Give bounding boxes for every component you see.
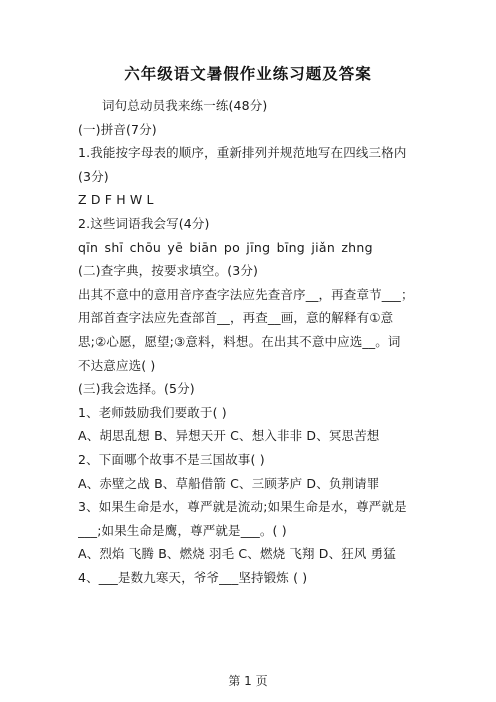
dictionary-text-1: 出其不意中的意用音序查字法应先查音序__，再查章节___； bbox=[78, 286, 414, 302]
choice-question-3-cont: ___;如果生命是鹰，尊严就是___。( ) bbox=[78, 522, 287, 538]
pinyin-words: qīn shī chōu yē biān po jīng bīng jiǎn zhng bbox=[78, 239, 373, 255]
document-body bbox=[78, 94, 428, 589]
dictionary-text-4: 不达意应选( ) bbox=[78, 357, 156, 373]
subsection-choice: (三)我会选择。(5分) bbox=[78, 381, 195, 397]
dictionary-text-2: 用部首查字法应先查部首__，再查__画，意的解释有①意 bbox=[78, 310, 394, 326]
choice-question-4: 4、___是数九寒天，爷爷___坚持锻炼 ( ) bbox=[78, 569, 308, 585]
section-heading: 词句总动员我来练一练(48分) bbox=[102, 98, 268, 113]
dictionary-text-3: 思;②心愿，愿望;③意料，料想。在出其不意中应选__。词 bbox=[78, 333, 401, 349]
choice-question-1: 1、老师鼓励我们要敢于( ) bbox=[78, 404, 227, 420]
subsection-pinyin: (一)拼音(7分) bbox=[78, 121, 157, 137]
choice-options-1: A、胡思乱想 B、异想天开 C、想入非非 D、冥思苦想 bbox=[78, 428, 380, 444]
choice-question-3: 3、如果生命是水，尊严就是流动;如果生命是水，尊严就是 bbox=[78, 499, 407, 515]
question-1: 1.我能按字母表的顺序，重新排列并规范地写在四线三格内 bbox=[78, 145, 407, 161]
choice-question-2: 2、下面哪个故事不是三国故事( ) bbox=[78, 451, 265, 467]
choice-options-2: A、赤壁之战 B、草船借箭 C、三顾茅庐 D、负荆请罪 bbox=[78, 475, 380, 491]
question-2: 2.这些词语我会写(4分) bbox=[78, 215, 210, 231]
question-1-points: (3分) bbox=[78, 168, 109, 184]
document-title: 六年级语文暑假作业练习题及答案 bbox=[124, 64, 372, 83]
letter-list: Z D F H W L bbox=[78, 192, 154, 208]
subsection-dictionary: (二)查字典，按要求填空。(3分) bbox=[78, 263, 259, 279]
page-number: 第 1 页 bbox=[228, 674, 268, 688]
choice-options-3: A、烈焰 飞腾 B、燃烧 羽毛 C、燃烧 飞翔 D、狂风 勇猛 bbox=[78, 546, 396, 562]
